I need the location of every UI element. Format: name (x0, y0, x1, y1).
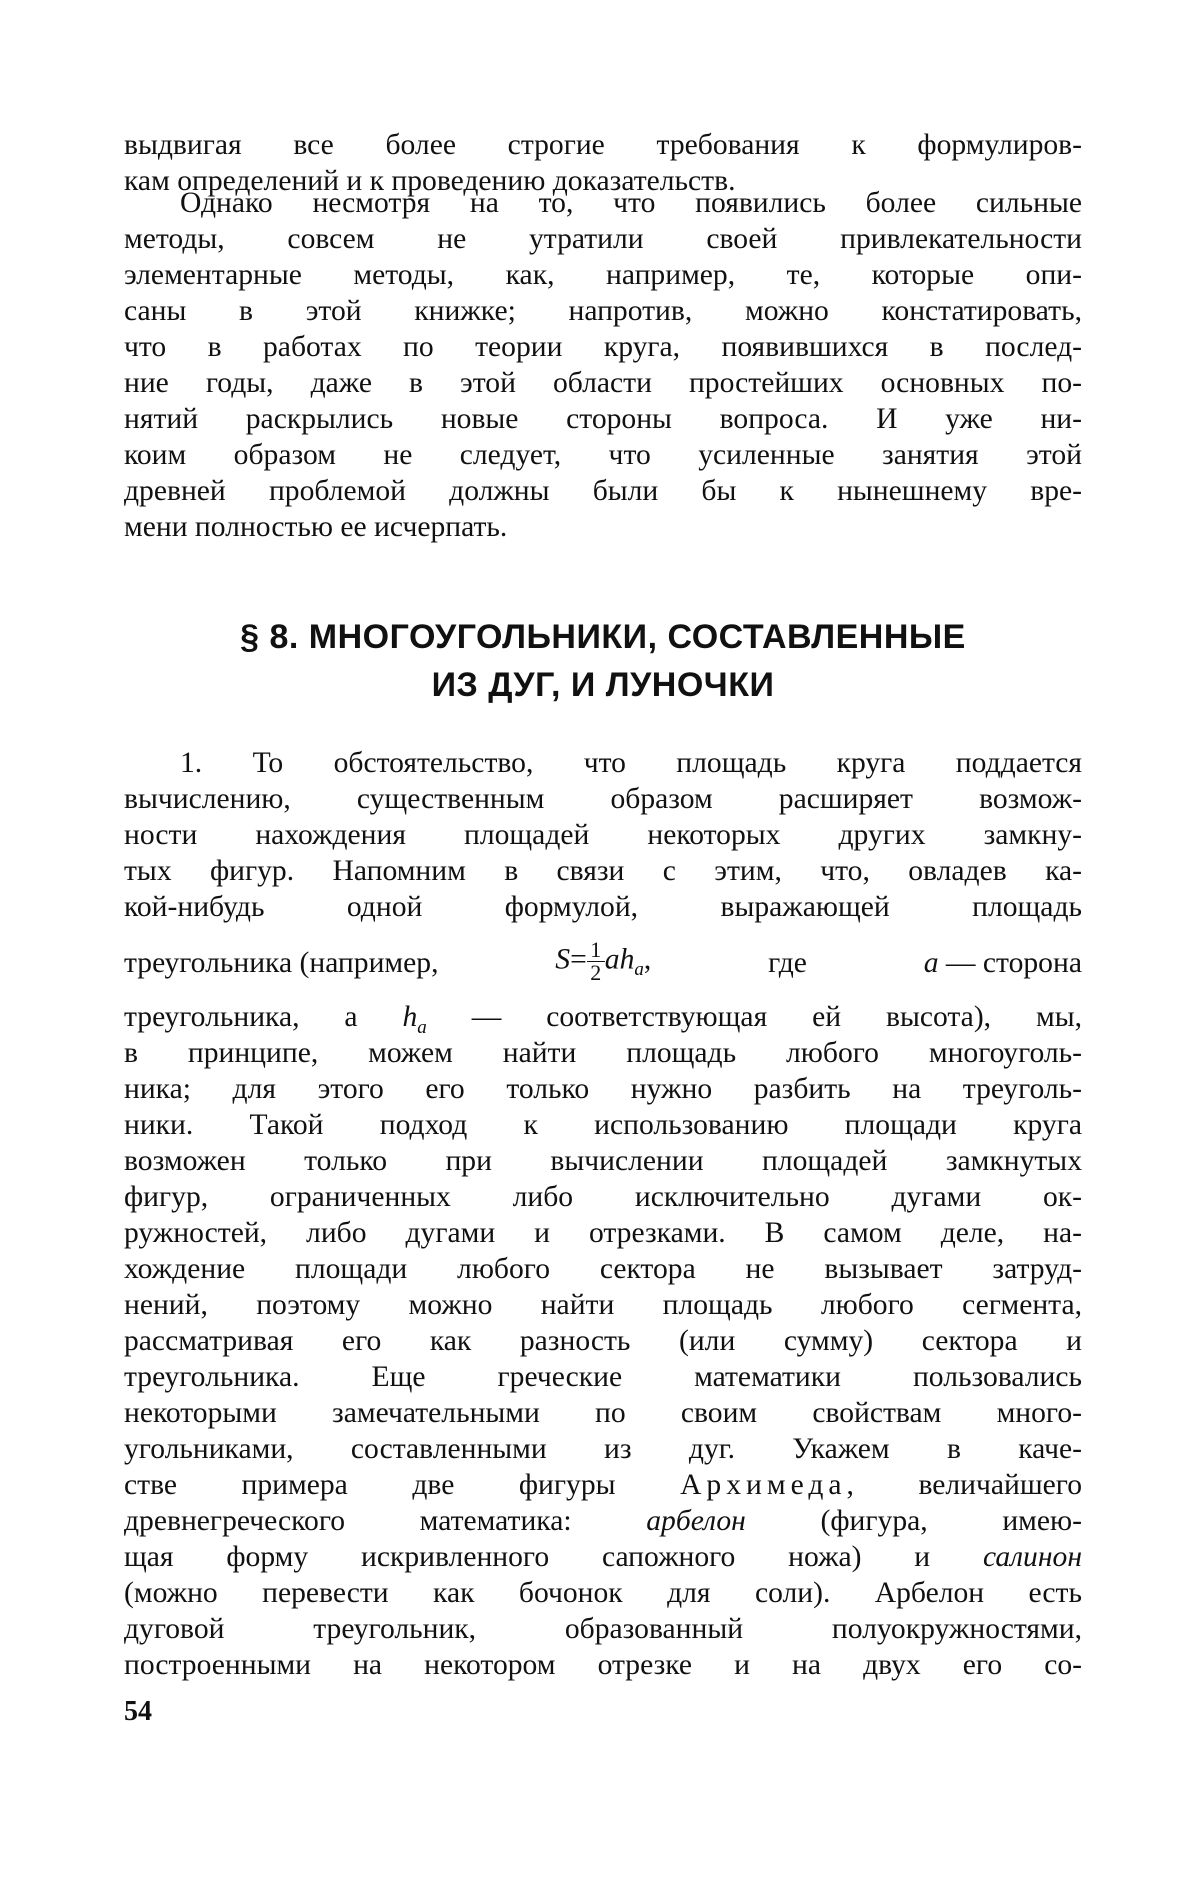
formula-comma: , (643, 943, 652, 976)
text-line: хождение площади любого сектора не вызывает затруд- (124, 1253, 1082, 1285)
text-line: методы, совсем не утратили своей привлекательности (124, 223, 1082, 255)
term-salinon: салинон (982, 1541, 1082, 1573)
text-line: древней проблемой должны были бы к нынешнему вре- (124, 475, 1082, 507)
text-line: треугольника. Еще греческие математики пользовались (124, 1361, 1082, 1393)
side-label: — сторона (945, 947, 1082, 979)
formula-side-text (924, 946, 1082, 980)
text-segment: , величайшего (846, 1469, 1082, 1501)
formula-fraction (587, 936, 605, 985)
text-segment: древнегреческого математика: (124, 1505, 572, 1537)
text-segment: треугольника, а (124, 1001, 358, 1033)
text-line: 1. То обстоятельство, что площадь круга поддается (180, 747, 1082, 779)
text-line: в принципе, можем найти площадь любого многоуголь- (124, 1037, 1082, 1069)
formula-line (124, 936, 1082, 985)
fraction-denominator: 2 (590, 959, 602, 985)
side-a: a (923, 947, 939, 979)
text-line: построенными на некотором отрезке и на двух его со- (124, 1649, 1082, 1681)
triangle-area-formula (555, 936, 652, 987)
text-line: некоторыми замечательными по своим свойствам много- (124, 1397, 1082, 1429)
text-line: нений, поэтому можно найти площадь любого сегмента, (124, 1289, 1082, 1321)
text-line: дуговой треугольник, образованный полуокружностями, (124, 1613, 1082, 1645)
text-line: рассматривая его как разность (или сумму) сектора и (124, 1325, 1082, 1357)
spaced-name-archimedes: Архимеда (680, 1469, 847, 1501)
formula-s: S (555, 943, 571, 976)
text-line: элементарные методы, как, например, те, которые опи- (124, 259, 1082, 291)
text-line: что в работах по теории круга, появившихся в послед- (124, 331, 1082, 363)
section-heading-line-1: § 8. МНОГОУГОЛЬНИКИ, СОСТАВЛЕННЫЕ (240, 618, 966, 656)
height-subscript: a (417, 1016, 427, 1038)
text-line (124, 1000, 1082, 1038)
text-line: выдвигая все более строгие требования к формулиров- (124, 129, 1082, 161)
text-line: ности нахождения площадей некоторых других замкну- (124, 819, 1082, 851)
text-line: (можно перевести как бочонок для соли). Арбелон есть (124, 1577, 1082, 1609)
section-heading-line-2: ИЗ ДУГ, И ЛУНОЧКИ (431, 666, 775, 704)
fraction-numerator: 1 (587, 939, 605, 962)
text-line (124, 1504, 1082, 1538)
text-line: кой-нибудь одной формулой, выражающей площадь (124, 891, 1082, 923)
term-arbelon: арбелон (646, 1505, 746, 1537)
text-line: угольниками, составленными из дуг. Укажем в каче- (124, 1433, 1082, 1465)
formula-subscript: a (634, 959, 644, 981)
text-line: тых фигур. Напомним в связи с этим, что, овладев ка- (124, 855, 1082, 887)
page-number: 54 (124, 1696, 152, 1727)
text-line: Однако несмотря на то, что появились более сильные (180, 187, 1082, 219)
text-line: вычислению, существенным образом расширяет возмож- (124, 783, 1082, 815)
text-segment: — соответствующая ей высота), мы, (471, 1001, 1082, 1033)
text-line: кам определений и к проведению доказательств. (124, 165, 736, 197)
text-line: фигур, ограниченных либо исключительно дугами ок- (124, 1181, 1082, 1213)
text-line: возможен только при вычислении площадей замкнутых (124, 1145, 1082, 1177)
formula-lead-text: треугольника (например, (124, 947, 439, 979)
text-segment: стве примера две фигуры (124, 1469, 616, 1501)
text-line: мени полностью ее исчерпать. (124, 511, 508, 543)
text-line: саны в этой книжке; напротив, можно констатировать, (124, 295, 1082, 327)
text-line: ника; для этого его только нужно разбить на треуголь- (124, 1073, 1082, 1105)
formula-where: где (768, 947, 807, 979)
height-h: h (402, 1001, 418, 1033)
text-line (124, 1540, 1082, 1574)
text-segment: (фигура, имею- (820, 1505, 1082, 1537)
text-line: нятий раскрылись новые стороны вопроса. И уже ни- (124, 403, 1082, 435)
formula-ah: ah (604, 943, 635, 976)
text-segment: щая форму искривленного сапожного ножа) и (124, 1541, 931, 1573)
text-line (124, 1468, 1082, 1502)
text-line: ружностей, либо дугами и отрезками. В самом деле, на- (124, 1217, 1082, 1249)
text-line: ние годы, даже в этой области простейших основных по- (124, 367, 1082, 399)
text-line: коим образом не следует, что усиленные занятия этой (124, 439, 1082, 471)
text-line: ники. Такой подход к использованию площади круга (124, 1109, 1082, 1141)
formula-equals: = (570, 943, 587, 976)
